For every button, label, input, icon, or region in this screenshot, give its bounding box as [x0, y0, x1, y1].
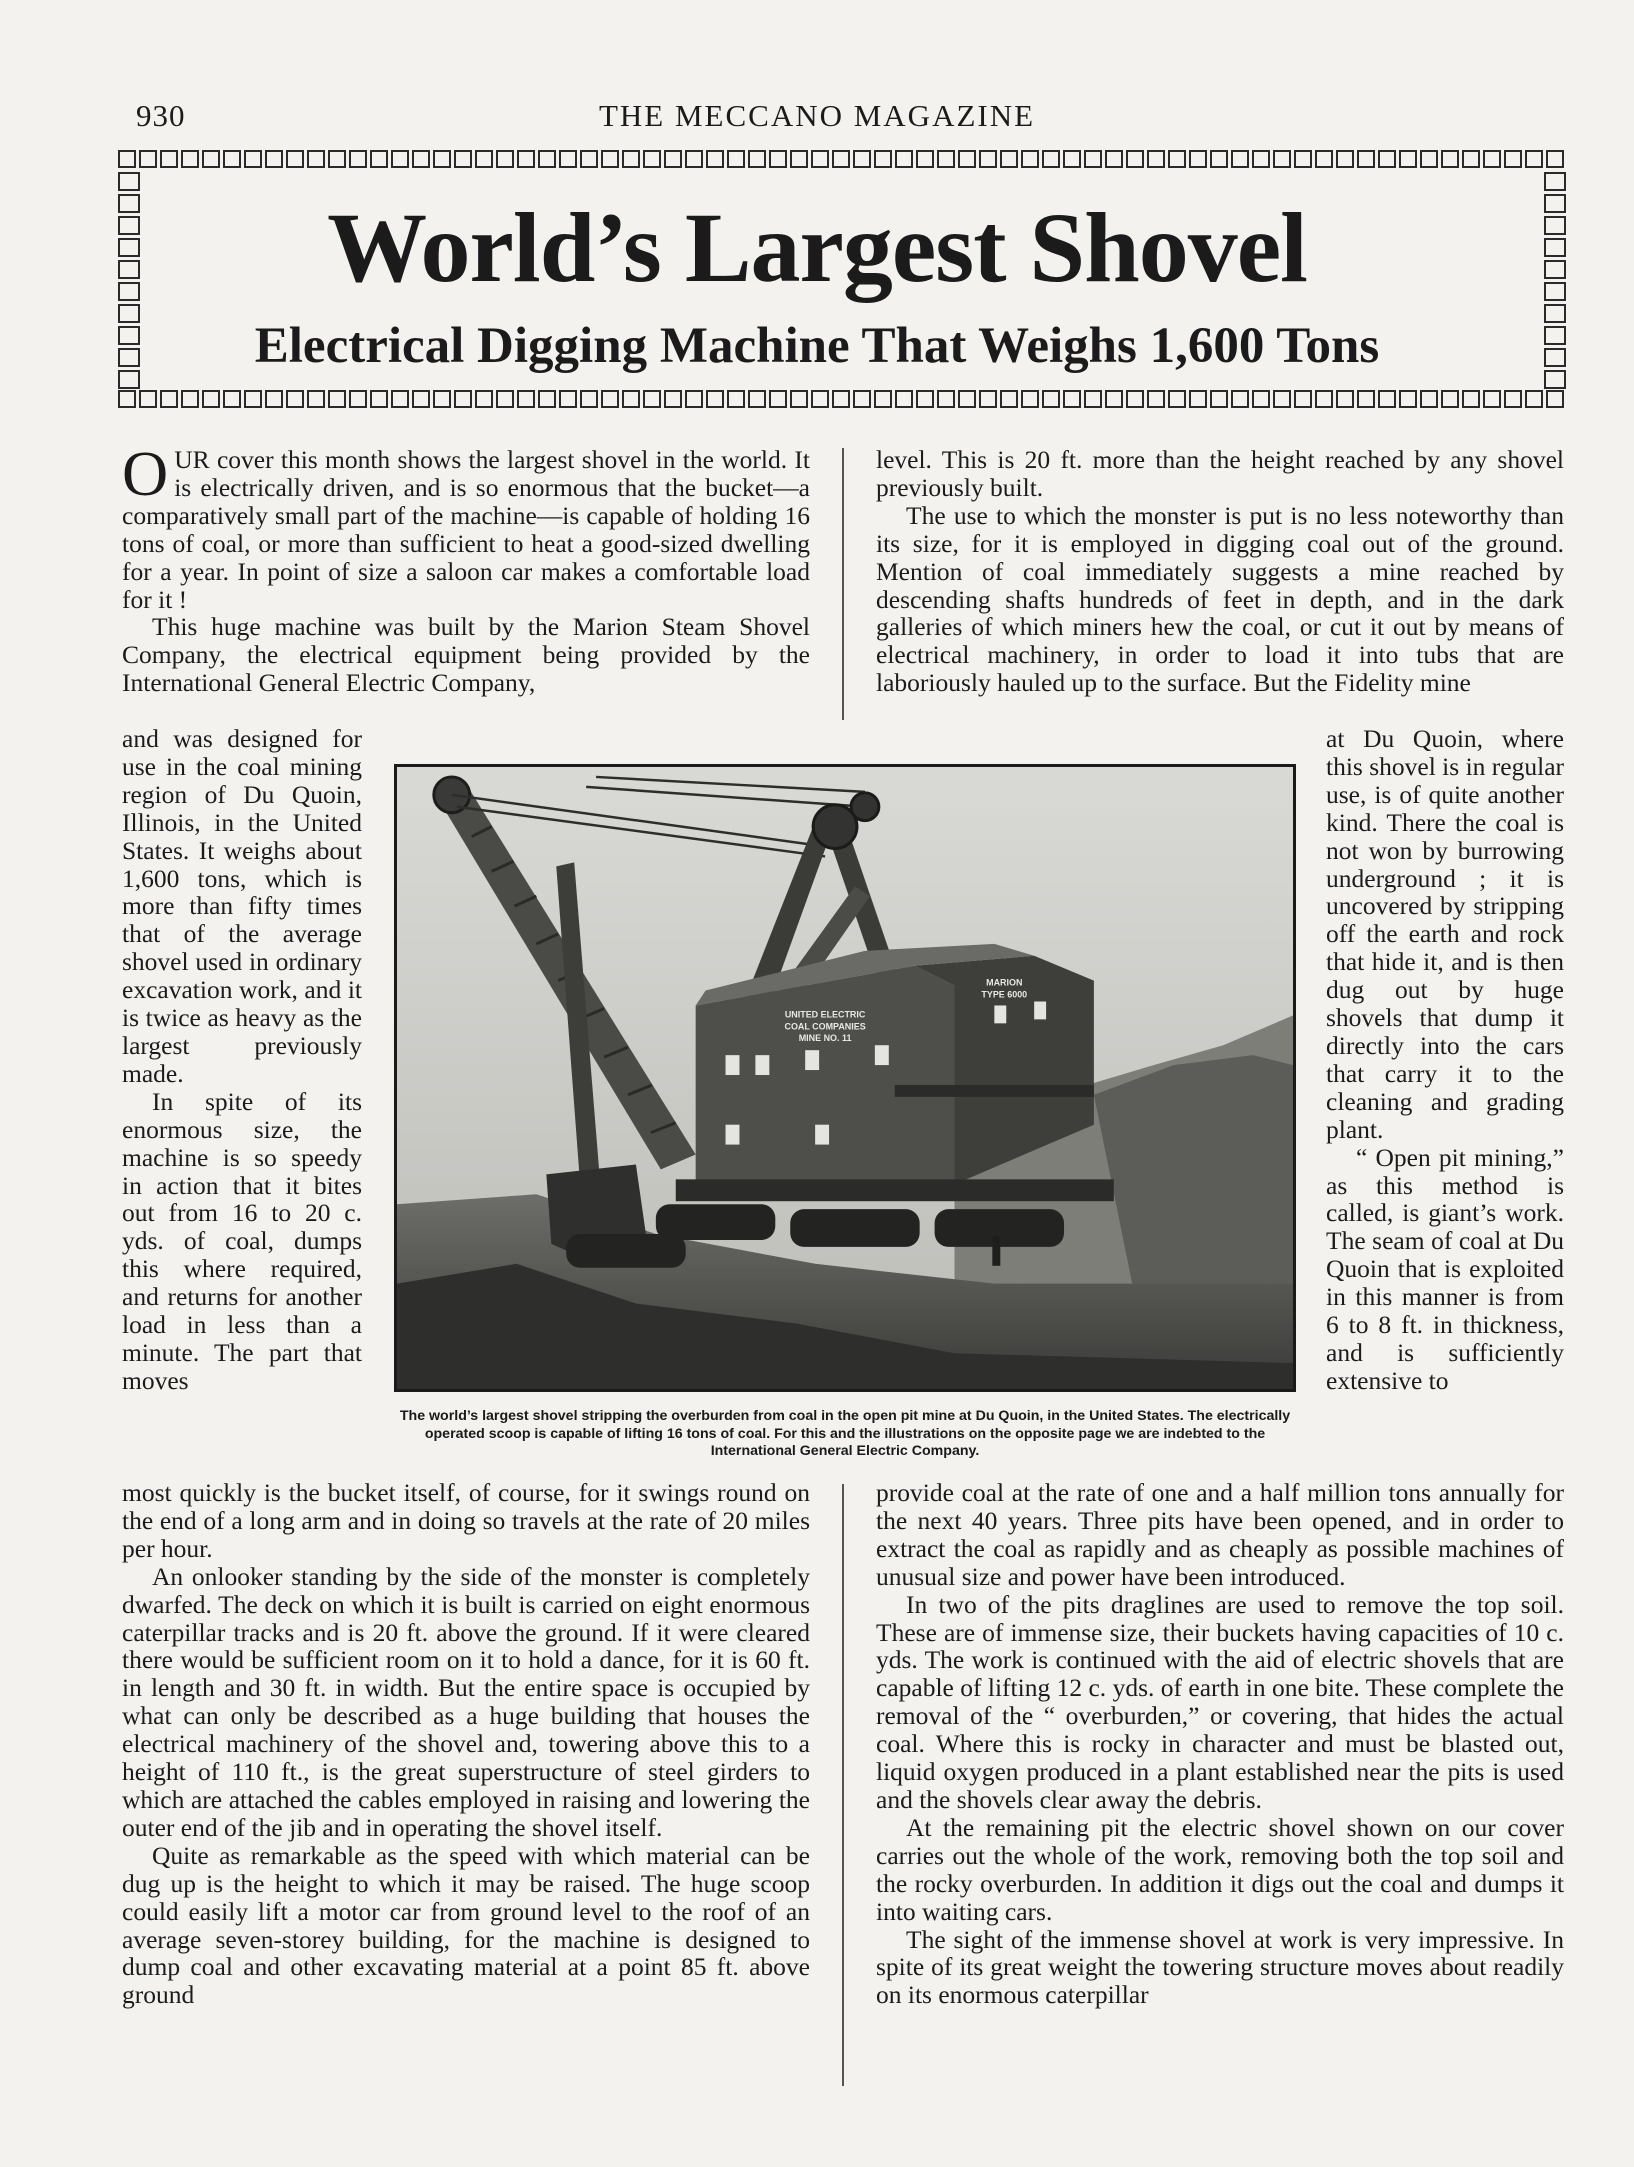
machine-lettering-type: TYPE 6000 — [981, 989, 1028, 1000]
border-square — [559, 390, 577, 408]
border-square — [1399, 150, 1417, 168]
column-rule-bottom — [842, 1484, 844, 2086]
border-square — [1000, 150, 1018, 168]
border-square — [853, 150, 871, 168]
border-square — [1378, 390, 1396, 408]
border-square — [1357, 390, 1375, 408]
paragraph: The use to which the monster is put is no less noteworthy than its size, for it is employed in digging coal out of the ground. Mention of coal immediately suggests a mine reached by descending shafts hundreds of feet in depth, and in the dark galleries of which miners hew the coal, or cut it out by means of electrical machinery, in order to load it into tubs that are laboriously hauled up to the surface. But the Fidelity mine — [876, 500, 1564, 698]
border-square — [1336, 390, 1354, 408]
article-subtitle: Electrical Digging Machine That Weighs 1,600 Tons — [254, 318, 1380, 374]
border-square — [832, 390, 850, 408]
border-square — [1273, 150, 1291, 168]
border-square — [916, 150, 934, 168]
border-square — [979, 390, 997, 408]
border-square — [1042, 150, 1060, 168]
border-square — [1294, 150, 1312, 168]
border-square — [1063, 150, 1081, 168]
border-square — [307, 390, 325, 408]
border-square — [223, 150, 241, 168]
border-square — [307, 150, 325, 168]
border-square — [1084, 390, 1102, 408]
border-square — [811, 390, 829, 408]
border-square — [1021, 150, 1039, 168]
border-square — [1231, 150, 1249, 168]
paragraph: This huge machine was built by the Marion Steam Shovel Company, the electrical equipment being provided by the International General Electric Company, — [122, 612, 810, 698]
border-square — [1525, 150, 1543, 168]
border-square — [286, 390, 304, 408]
border-square — [748, 390, 766, 408]
border-square — [895, 390, 913, 408]
border-square — [328, 390, 346, 408]
border-square — [1357, 150, 1375, 168]
border-square — [685, 150, 703, 168]
shovel-illustration — [397, 767, 1293, 1389]
border-square — [643, 150, 661, 168]
border-square — [1189, 150, 1207, 168]
border-square — [1168, 150, 1186, 168]
border-square — [622, 150, 640, 168]
border-square — [538, 390, 556, 408]
border-square — [433, 150, 451, 168]
border-square — [559, 150, 577, 168]
border-square — [433, 390, 451, 408]
border-square — [706, 150, 724, 168]
border-square — [496, 390, 514, 408]
border-square — [223, 390, 241, 408]
drop-cap: O — [122, 438, 169, 509]
border-square — [874, 150, 892, 168]
paragraph: An onlooker standing by the side of the monster is completely dwarfed. The deck on which it is built is carried on eight enormous caterpillar tracks and is 20 ft. above the ground. If it were cleared there would be sufficient room on it to hold a dance, for it is 60 ft. in length and 30 ft. in width. But the entire space is occupied by what can only be described as a huge building that houses the electrical machinery of the shovel and, towering above this to a height of 110 ft., is the great superstructure of steel girders to which are attached the cables employed in raising and lowering the outer end of the jib and in operating the shovel itself. — [122, 1561, 810, 1842]
magazine-title: THE MECCANO MAGAZINE — [598, 98, 1036, 133]
border-square — [1378, 150, 1396, 168]
border-square — [454, 390, 472, 408]
border-square — [1252, 150, 1270, 168]
border-square — [517, 390, 535, 408]
border-square — [1420, 150, 1438, 168]
paragraph: UR cover this month shows the largest shovel in the world. It is electrically driven, and is so enormous that the bucket—a comparatively small part of the machine—is capable of holding 16 tons of coal, or more than sufficient to heat a good-sized dwelling for a year. In point of size a saloon car makes a comfortable load for it ! — [122, 445, 810, 614]
column-rule-top — [842, 448, 844, 720]
border-square — [1126, 390, 1144, 408]
border-square — [1147, 150, 1165, 168]
border-square — [1063, 390, 1081, 408]
border-square — [1000, 390, 1018, 408]
border-square — [622, 390, 640, 408]
border-square — [1273, 390, 1291, 408]
paragraph: The sight of the immense shovel at work is very impressive. In spite of its great weight the towering structure moves about readily on its enormous caterpillar — [876, 1924, 1564, 2010]
border-square — [1504, 150, 1522, 168]
border-square — [1420, 390, 1438, 408]
border-square — [160, 150, 178, 168]
border-square — [1462, 150, 1480, 168]
border-bottom — [118, 390, 1566, 412]
column-2-top — [876, 446, 1564, 697]
border-square — [286, 150, 304, 168]
border-square — [1210, 150, 1228, 168]
border-square — [475, 390, 493, 408]
paragraph: “ Open pit mining,” as this method is called, is giant’s work. The seam of coal at Du Quoin that is exploited in this manner is from 6 to 8 ft. in thickness, and is sufficiently extensive to — [1326, 1142, 1564, 1395]
border-square — [454, 150, 472, 168]
border-square — [1231, 390, 1249, 408]
border-square — [1147, 390, 1165, 408]
border-square — [874, 390, 892, 408]
border-square — [1544, 370, 1566, 389]
column-1-bottom — [122, 1479, 810, 2009]
border-square — [958, 390, 976, 408]
border-square — [370, 150, 388, 168]
border-square — [412, 390, 430, 408]
border-square — [1546, 390, 1564, 408]
paragraph: In two of the pits draglines are used to remove the top soil. These are of immense size, their buckets having capacities of 10 c. yds. The work is continued with the aid of electric shovels that are capable of lifting 12 c. yds. of earth in one bite. These complete the removal of the “ overburden,” or covering, that hides the actual coal. Where this is rocky in character and must be blasted out, liquid oxygen produced in a plant established near the pits is used and the shovels clear away the debris. — [876, 1589, 1564, 1814]
border-square — [1441, 150, 1459, 168]
border-square — [727, 390, 745, 408]
border-square — [979, 150, 997, 168]
border-square — [1336, 150, 1354, 168]
border-square — [118, 172, 140, 191]
border-square — [643, 390, 661, 408]
border-square — [664, 390, 682, 408]
border-square — [1105, 390, 1123, 408]
border-square — [160, 390, 178, 408]
border-square — [328, 150, 346, 168]
border-square — [685, 390, 703, 408]
border-square — [853, 390, 871, 408]
border-square — [517, 150, 535, 168]
border-square — [916, 390, 934, 408]
border-square — [265, 390, 283, 408]
border-square — [391, 390, 409, 408]
border-square — [202, 150, 220, 168]
column-1-top — [122, 438, 810, 698]
border-square — [244, 390, 262, 408]
border-square — [811, 150, 829, 168]
border-square — [475, 150, 493, 168]
border-square — [769, 390, 787, 408]
border-square — [1210, 390, 1228, 408]
border-square — [1084, 150, 1102, 168]
border-square — [937, 390, 955, 408]
border-square — [265, 150, 283, 168]
border-square — [727, 150, 745, 168]
border-square — [580, 150, 598, 168]
border-square — [1168, 390, 1186, 408]
column-2-narrow — [1326, 725, 1564, 1395]
photo-caption: The world’s largest shovel stripping the overburden from coal in the open pit mine at Du Quoin, in the United States. The electrically operated scoop is capable of lifting 16 tons of coal. For this and the illustrations on the opposite page we are indebted to the International General Electric Company. — [399, 1408, 1291, 1459]
border-square — [391, 150, 409, 168]
border-square — [832, 150, 850, 168]
border-square — [601, 390, 619, 408]
border-square — [370, 390, 388, 408]
border-square — [139, 390, 157, 408]
border-square — [664, 150, 682, 168]
border-square — [1483, 390, 1501, 408]
border-square — [1544, 172, 1566, 191]
border-square — [1483, 150, 1501, 168]
machine-lettering-maker: MARION — [986, 977, 1023, 988]
border-square — [1189, 390, 1207, 408]
border-square — [139, 150, 157, 168]
border-square — [1546, 150, 1564, 168]
paragraph: At the remaining pit the electric shovel shown on our cover carries out the whole of the work, removing both the top soil and the rocky overburden. In addition it digs out the coal and dumps it into waiting cars. — [876, 1812, 1564, 1926]
border-square — [790, 390, 808, 408]
machine-lettering-company: UNITED ELECTRIC — [784, 1009, 866, 1020]
border-square — [496, 150, 514, 168]
border-square — [118, 370, 140, 389]
border-square — [244, 150, 262, 168]
border-square — [118, 390, 136, 408]
paragraph: at Du Quoin, where this shovel is in regular use, is of quite another kind. There the coal is not won by burrowing underground ; it is uncovered by stripping off the earth and rock that hide it, and is then dug out by huge shovels that dump it directly into the cars that carry it to the cleaning and grading plant. — [1326, 724, 1564, 1144]
border-top — [118, 150, 1566, 172]
border-square — [895, 150, 913, 168]
border-square — [349, 150, 367, 168]
border-square — [1126, 150, 1144, 168]
paragraph: provide coal at the rate of one and a half million tons annually for the next 40 years. Three pits have been opened, and in order to extract the coal as rapidly and as cheaply as possible machines of unusual size and power have been introduced. — [876, 1478, 1564, 1591]
border-square — [790, 150, 808, 168]
border-square — [937, 150, 955, 168]
paragraph: and was designed for use in the coal mining region of Du Quoin, Illinois, in the United States. It weighs about 1,600 tons, which is more than fifty times that of the average shovel used in ordinary excavation work, and it is twice as heavy as the largest previously made. — [122, 724, 362, 1088]
border-square — [958, 150, 976, 168]
border-square — [769, 150, 787, 168]
article-title: World’s Largest Shovel — [327, 192, 1307, 303]
paragraph: Quite as remarkable as the speed with which material can be dug up is the height to which it may be raised. The huge scoop could easily lift a motor car from ground level to the roof of an average seven-storey building, for the machine is designed to dump coal and other excavating material at a point 85 ft. above ground — [122, 1840, 810, 2010]
border-square — [181, 150, 199, 168]
column-2-bottom — [876, 1479, 1564, 2009]
machine-lettering-mine: MINE NO. 11 — [798, 1033, 852, 1044]
border-square — [1525, 390, 1543, 408]
border-square — [118, 150, 136, 168]
border-square — [1315, 390, 1333, 408]
border-square — [601, 150, 619, 168]
border-square — [1315, 150, 1333, 168]
paragraph: most quickly is the bucket itself, of course, for it swings round on the end of a long arm and in doing so travels at the rate of 20 miles per hour. — [122, 1478, 810, 1563]
border-square — [1399, 390, 1417, 408]
border-square — [1252, 390, 1270, 408]
border-square — [181, 390, 199, 408]
paragraph: level. This is 20 ft. more than the height reached by any shovel previously built. — [876, 445, 1564, 502]
border-square — [1504, 390, 1522, 408]
border-square — [580, 390, 598, 408]
border-square — [706, 390, 724, 408]
border-square — [1105, 150, 1123, 168]
paragraph: In spite of its enormous size, the machine is so speedy in action that it bites out from 16 to 20 c. yds. of coal, dumps this where required, and returns for another load in less than a minute. The part that moves — [122, 1086, 362, 1395]
border-square — [349, 390, 367, 408]
page-number: 930 — [136, 98, 186, 133]
border-square — [748, 150, 766, 168]
column-1-narrow — [122, 725, 362, 1395]
border-square — [202, 390, 220, 408]
border-square — [1441, 390, 1459, 408]
border-square — [1294, 390, 1312, 408]
border-square — [1462, 390, 1480, 408]
border-square — [1021, 390, 1039, 408]
machine-lettering-company-2: COAL COMPANIES — [784, 1021, 866, 1032]
border-square — [538, 150, 556, 168]
border-square — [412, 150, 430, 168]
shovel-photograph — [394, 764, 1296, 1392]
border-square — [1042, 390, 1060, 408]
